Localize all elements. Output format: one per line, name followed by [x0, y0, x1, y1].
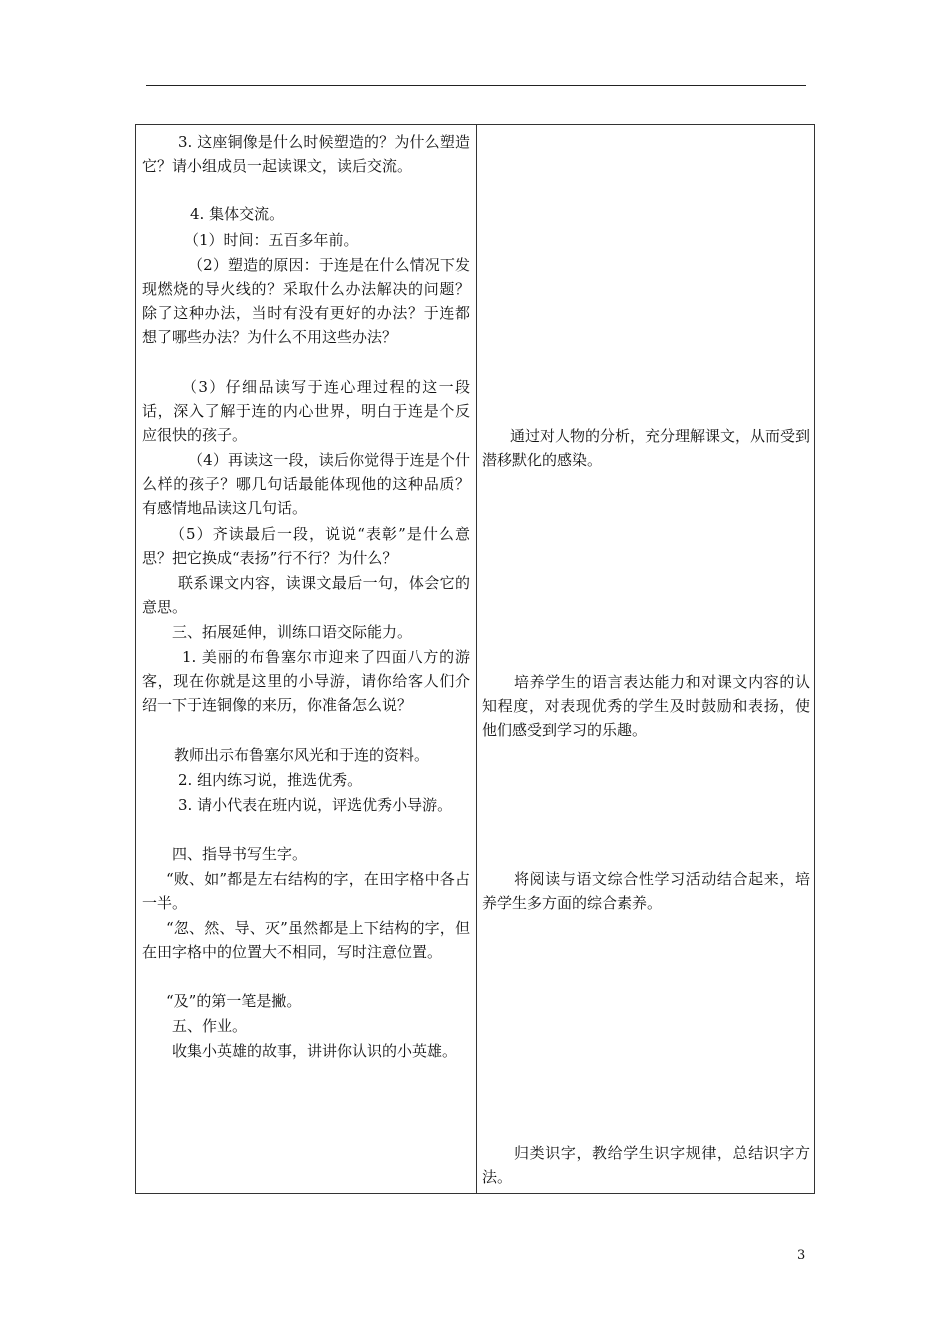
note-integrated-learning: 将阅读与语文综合性学习活动结合起来，培养学生多方面的综合素养。 [482, 870, 810, 912]
paragraph-step-4: 4. 集体交流。 [190, 205, 285, 223]
design-intent-column [482, 125, 810, 1193]
paragraph-point-5: （5）齐读最后一段，说说“表彰”是什么意思？把它换成“表扬”行不行？为什么？ [142, 525, 470, 567]
note-language-expression: 培养学生的语言表达能力和对课文内容的认知程度，对表现优秀的学生及时鼓励和表扬，使他们感受到学习的乐趣。 [482, 673, 810, 739]
paragraph-point-4: （4）再读这一段，读后你觉得于连是个什么样的孩子？哪几句话最能体现他的这种品质？有感情地品读这几句话。 [142, 451, 470, 517]
paragraph-guide-task: 1. 美丽的布鲁塞尔市迎来了四面八方的游客，现在你就是这里的小导游，请你给客人们介绍一下于连铜像的来历，你准备怎么说？ [142, 648, 470, 714]
paragraph-question-3: 3. 这座铜像是什么时候塑造的？为什么塑造它？请小组成员一起读课文，读后交流。 [142, 133, 470, 175]
paragraph-teacher-shows: 教师出示布鲁塞尔风光和于连的资料。 [174, 746, 430, 764]
paragraph-group-practice: 2. 组内练习说，推选优秀。 [178, 771, 363, 789]
paragraph-class-present: 3. 请小代表在班内说，评选优秀小导游。 [178, 796, 453, 814]
note-character-recognition: 归类识字，教给学生识字规律，总结识字方法。 [482, 1144, 810, 1186]
paragraph-point-3: （3）仔细品读写于连心理过程的这一段话，深入了解于连的内心世界，明白于连是个反应很快的孩子。 [142, 378, 470, 444]
paragraph-connect-text: 联系课文内容，读课文最后一句，体会它的意思。 [142, 574, 470, 616]
section-heading-5: 五、作业。 [172, 1017, 248, 1035]
lesson-plan-table [135, 124, 815, 1194]
section-heading-3: 三、拓展延伸，训练口语交际能力。 [172, 623, 413, 641]
note-character-analysis: 通过对人物的分析，充分理解课文，从而受到潜移默化的感染。 [482, 427, 811, 469]
section-heading-4: 四、指导书写生字。 [172, 845, 308, 863]
paragraph-homework: 收集小英雄的故事，讲讲你认识的小英雄。 [172, 1042, 458, 1060]
header-rule [146, 85, 806, 86]
teaching-process-column [142, 125, 470, 1193]
page-number: 3 [797, 1248, 806, 1263]
paragraph-top-bottom-chars: “忽、然、导、灭”虽然都是上下结构的字，但在田字格中的位置大不相同，写时注意位置。 [142, 919, 470, 961]
paragraph-first-stroke: “及”的第一笔是撇。 [166, 992, 302, 1010]
paragraph-point-1: （1）时间：五百多年前。 [184, 231, 359, 249]
column-divider [476, 125, 477, 1193]
paragraph-left-right-chars: “败、如”都是左右结构的字，在田字格中各占一半。 [142, 870, 470, 912]
paragraph-point-2: （2）塑造的原因：于连是在什么情况下发现燃烧的导火线的？采取什么办法解决的问题？除了这种办法，当时有没有更好的办法？于连都想了哪些办法？为什么不用这些办法？ [142, 256, 470, 346]
